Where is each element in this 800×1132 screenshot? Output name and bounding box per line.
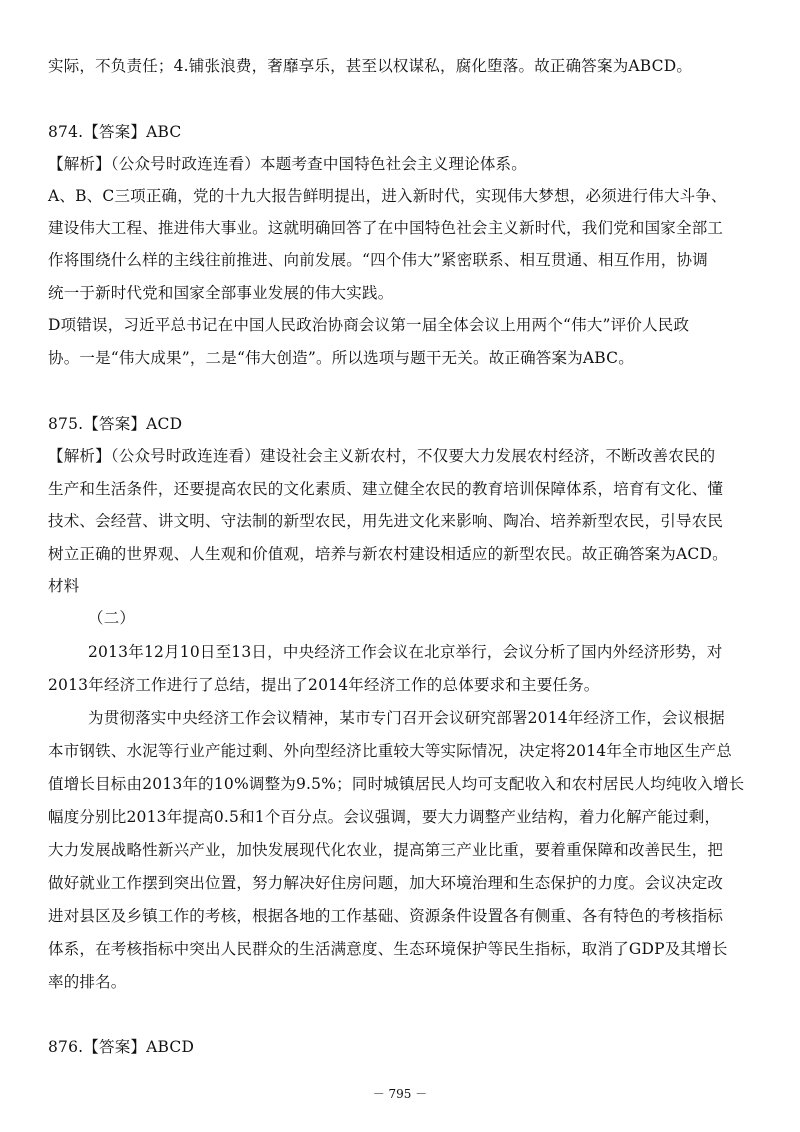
text-line: 进对县区及乡镇工作的考核，根据各地的工作基础、资源条件设置各有侧重、各有特色的考核指标: [48, 907, 724, 925]
text-line: 建设伟大工程、推进伟大事业。这就明确回答了在中国特色社会主义新时代，我们党和国家全部工: [48, 219, 724, 237]
text-line: 幅度分别比2013年提高0.5和1个百分点。会议强调，要大力调整产业结构，着力化解产能过剩，: [48, 808, 721, 826]
text-line: 率的排名。: [48, 973, 127, 991]
text-line: 【解析】（公众号时政连连看）本题考查中国特色社会主义理论体系。: [48, 155, 527, 173]
text-line: 树立正确的世界观、人生观和价值观，培养与新农村建设相适应的新型农民。故正确答案为ACD。: [48, 545, 728, 563]
text-line: 大力发展战略性新兴产业，加快发展现代化农业，提高第三产业比重，要着重保障和改善民生，把: [48, 841, 724, 859]
text-line: 统一于新时代党和国家全部事业发展的伟大实践。: [48, 284, 394, 302]
text-line: A、B、C三项正确，党的十九大报告鲜明提出，进入新时代，实现伟大梦想，必须进行伟大斗争、: [48, 187, 727, 205]
text-line: 做好就业工作摆到突出位置，努力解决好住房问题，加大环境治理和生态保护的力度。会议决定改: [48, 874, 724, 892]
text-line: 为贯彻落实中央经济工作会议精神，某市专门召开会议研究部署2014年经济工作，会议根据: [88, 709, 725, 727]
text-line: 生产和生活条件，还要提高农民的文化素质、建立健全农民的教育培训保障体系，培育有文化、懂: [48, 480, 724, 498]
text-line: 实际，不负责任；4.铺张浪费，奢靡享乐，甚至以权谋私，腐化堕落。故正确答案为ABCD。: [48, 57, 693, 75]
text-line: 【解析】（公众号时政连连看）建设社会主义新农村，不仅要大力发展农村经济，不断改善农民的: [48, 447, 716, 465]
text-line: 技术、会经营、讲文明、守法制的新型农民，用先进文化来影响、陶冶、培养新型农民，引导农民: [48, 512, 724, 530]
text-line: 体系，在考核指标中突出人民群众的生活满意度、生态环境保护等民生指标，取消了GDP及其增长: [48, 940, 728, 958]
answer-heading-876: 876.【答案】ABCD: [48, 1038, 195, 1056]
answer-heading-874: 874.【答案】ABC: [48, 123, 182, 141]
page-number: － 795 －: [372, 1087, 428, 1101]
text-line: 值增长目标由2013年的10%调整为9.5%；同时城镇居民人均可支配收入和农村居民人均纯收入增长: [48, 775, 745, 793]
text-line: 2013年经济工作进行了总结，提出了2014年经济工作的总体要求和主要任务。: [48, 676, 600, 694]
text-line: 作将围绕什么样的主线往前推进、向前发展。“四个伟大”紧密联系、相互贯通、相互作用，协调: [48, 251, 708, 269]
answer-heading-875: 875.【答案】ACD: [48, 415, 183, 433]
text-line: D项错误，习近平总书记在中国人民政治协商会议第一届全体会议上用两个“伟大”评价人民政: [48, 316, 690, 334]
section-number: （二）: [88, 609, 136, 627]
section-label: 材料: [48, 577, 80, 595]
text-line: 本市钢铁、水泥等行业产能过剩、外向型经济比重较大等实际情况，决定将2014年全市地区生产总: [48, 742, 732, 760]
text-line: 2013年12月10日至13日，中央经济工作会议在北京举行，会议分析了国内外经济形势，对: [88, 643, 723, 661]
text-line: 协。一是“伟大成果”，二是“伟大创造”。所以选项与题干无关。故正确答案为ABC。: [48, 349, 634, 367]
